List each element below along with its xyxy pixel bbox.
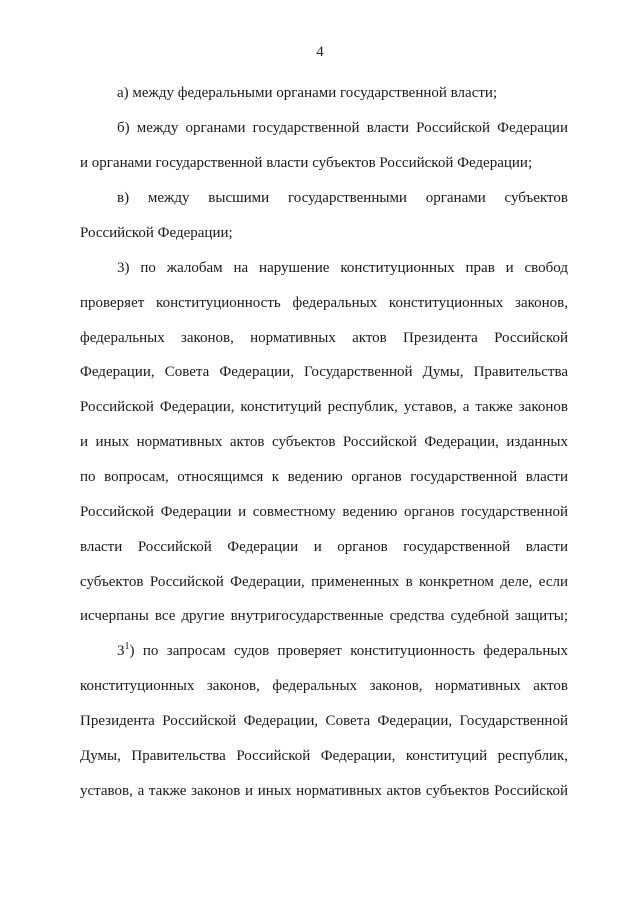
text-line: уставов, а также законов и иных нормативных актов субъектов Российской [80,783,568,799]
text-line: власти Российской Федерации и органов государственной власти [80,539,568,555]
item-text: ) по запросам судов проверяет конституционность федеральных [129,643,568,659]
item-number: 3 [117,643,125,659]
text-line: исчерпаны все другие внутригосударственные средства судебной защиты; [80,608,568,624]
text-line: субъектов Российской Федерации, примененных в конкретном деле, если [80,574,568,590]
text-line: в) между высшими государственными органами субъектов [117,190,568,206]
text-line: Федерации, Совета Федерации, Государственной Думы, Правительства [80,364,568,380]
text-line: Президента Российской Федерации, Совета Федерации, Государственной [80,713,568,729]
page-number: 4 [316,44,324,60]
item-superscript: 1 [124,641,130,652]
text-line: 3) по жалобам на нарушение конституционных прав и свобод [117,260,568,276]
text-line: б) между органами государственной власти Российской Федерации [117,120,568,136]
text-line: а) между федеральными органами государственной власти; [117,85,498,101]
text-line: Думы, Правительства Российской Федерации, конституций республик, [80,748,568,764]
text-line: проверяет конституционность федеральных конституционных законов, [80,295,568,311]
text-line: по вопросам, относящимся к ведению органов государственной власти [80,469,568,485]
text-line: и органами государственной власти субъектов Российской Федерации; [80,155,533,171]
text-line: Российской Федерации, конституций республик, уставов, а также законов [80,399,568,415]
text-line: и иных нормативных актов субъектов Российской Федерации, изданных [80,434,568,450]
text-line: Российской Федерации; [80,225,233,241]
text-line: конституционных законов, федеральных законов, нормативных актов [80,678,568,694]
text-line: федеральных законов, нормативных актов Президента Российской [80,330,568,346]
item-3-1-first-line [117,642,568,660]
text-line: Российской Федерации и совместному ведению органов государственной [80,504,568,520]
